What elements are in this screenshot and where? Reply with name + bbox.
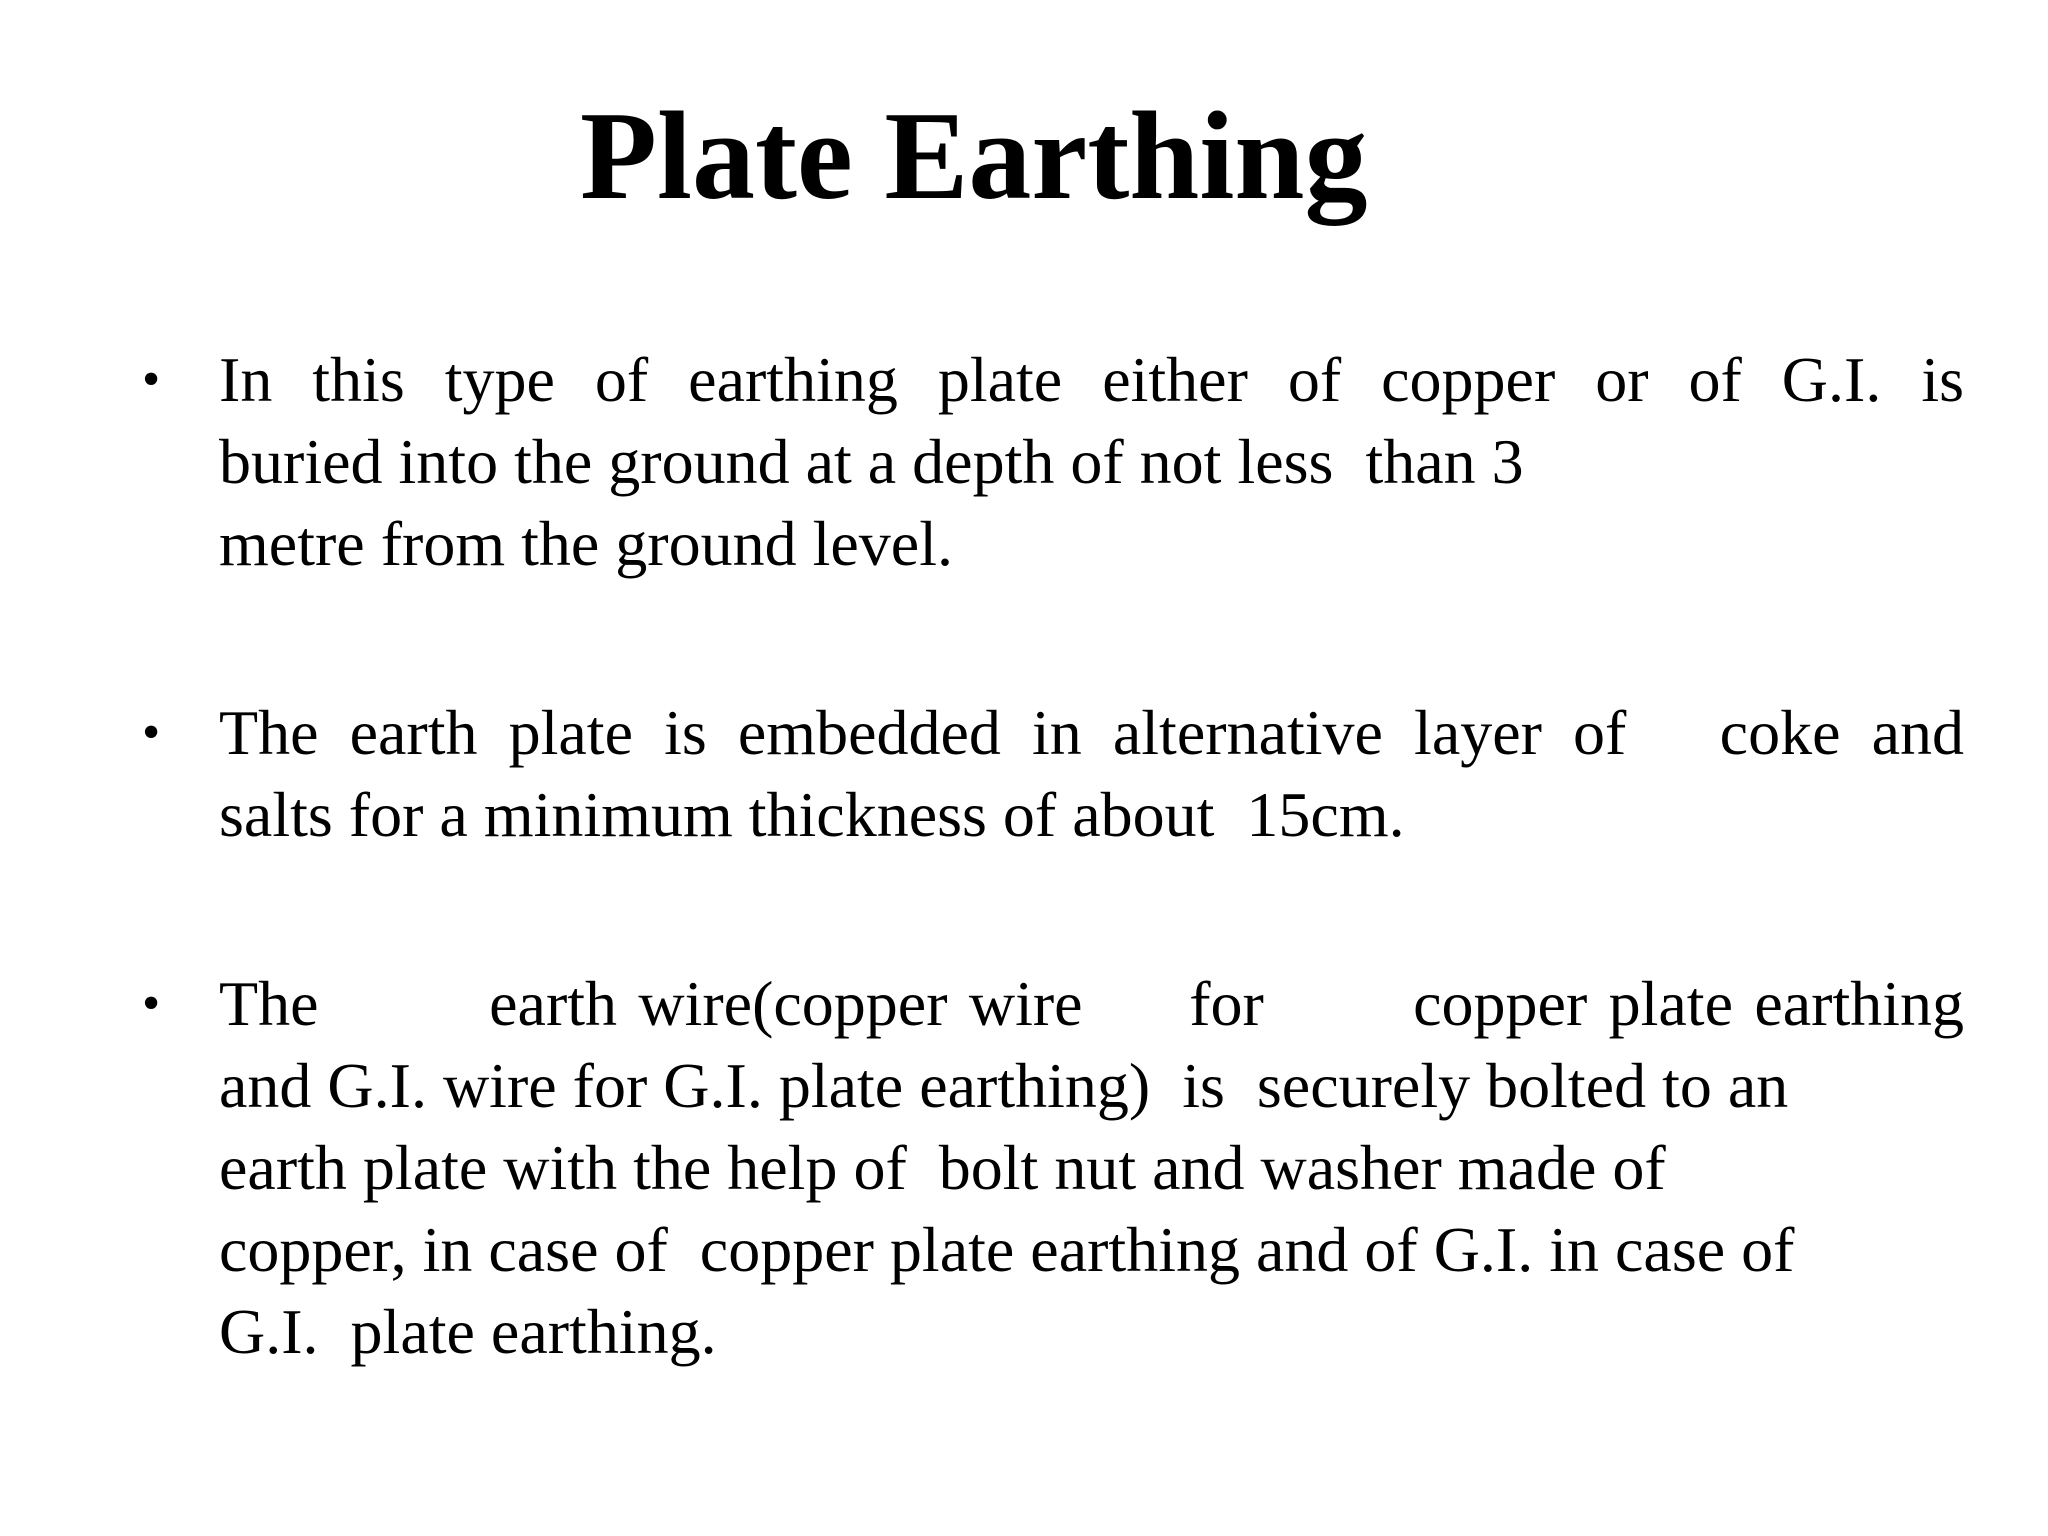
- bullet-dot: •: [142, 975, 161, 1032]
- bullet-2-line-1: The earth plate is embedded in alternative layer of coke and: [219, 697, 1964, 768]
- bullet-2-line-2: salts for a minimum thickness of about 15cm.: [219, 779, 1405, 850]
- bullet-1-line-3: metre from the ground level.: [219, 508, 953, 579]
- bullet-dot: •: [142, 704, 161, 761]
- bullet-dot: •: [142, 351, 161, 408]
- slide-title: Plate Earthing: [580, 87, 1368, 226]
- bullet-3-line-4: copper, in case of copper plate earthing and of G.I. in case of: [219, 1214, 1795, 1285]
- bullet-1-line-2: buried into the ground at a depth of not less than 3: [219, 426, 1524, 497]
- bullet-3-line-3: earth plate with the help of bolt nut and washer made of: [219, 1132, 1666, 1203]
- bullet-3-line-1: The earth wire(copper wire for copper plate earthing: [219, 968, 1964, 1039]
- bullet-3-line-5: G.I. plate earthing.: [219, 1296, 717, 1367]
- bullet-1-line-1: In this type of earthing plate either of copper or of G.I. is: [219, 344, 1964, 415]
- bullet-3-line-2: and G.I. wire for G.I. plate earthing) is securely bolted to an: [219, 1050, 1789, 1121]
